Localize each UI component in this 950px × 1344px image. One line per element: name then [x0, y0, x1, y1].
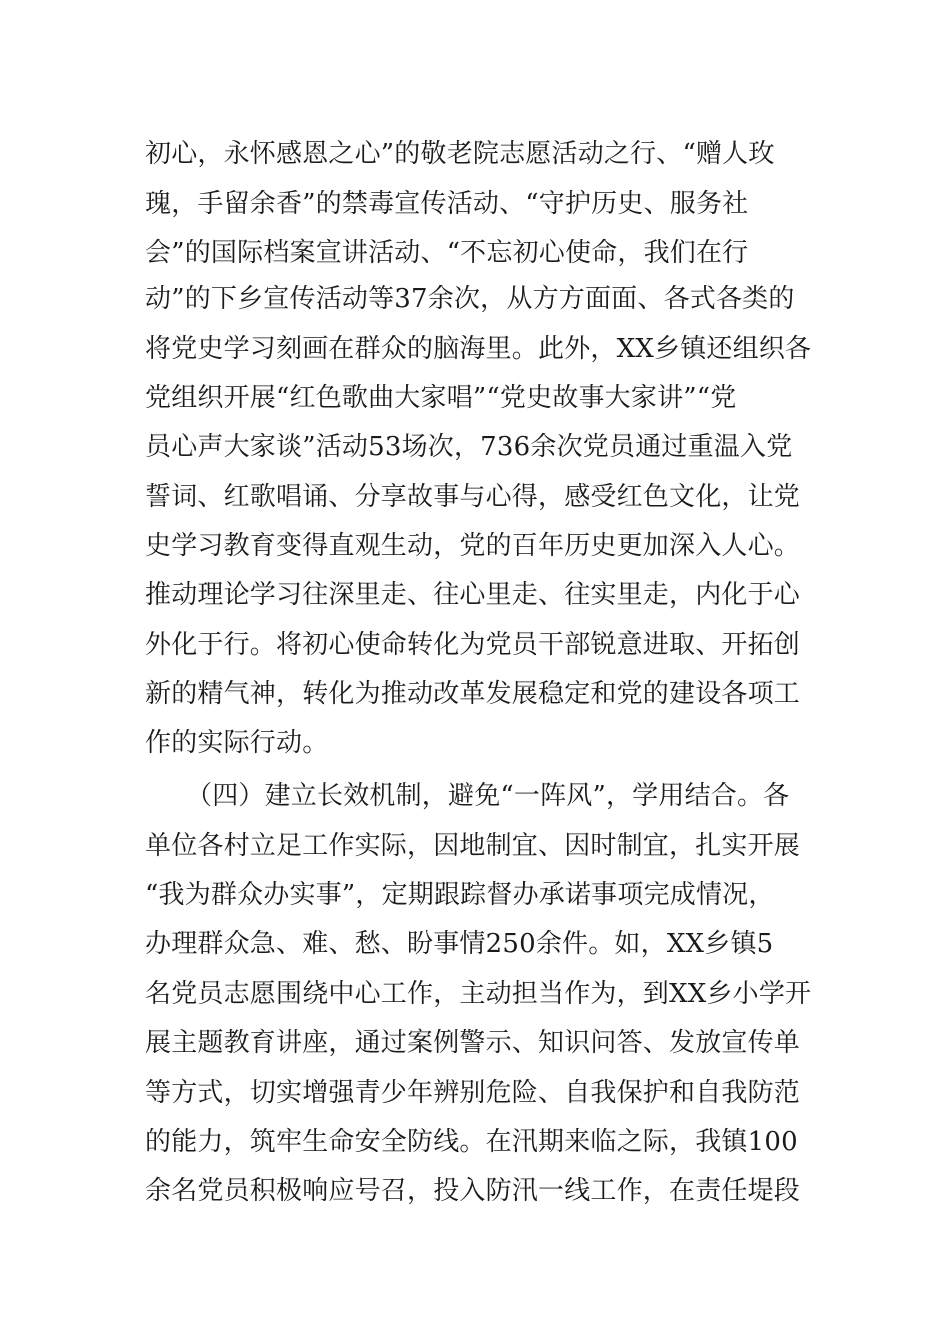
text-line: 的能力，筑牢生命安全防线。在汛期来临之际，我镇100 — [145, 1127, 798, 1157]
text-line: 瑰，手留余香”的禁毒宣传活动、“守护历史、服务社 — [145, 189, 749, 219]
text-line: 余名党员积极响应号召，投入防汛一线工作，在责任堤段 — [145, 1176, 801, 1206]
text-line: 初心，永怀感恩之心”的敬老院志愿活动之行、“赠人玫 — [145, 139, 775, 169]
text-line: 推动理论学习往深里走、往心里走、往实里走，内化于心 — [145, 580, 801, 610]
text-line: 单位各村立足工作实际，因地制宜、因时制宜，扎实开展 — [145, 831, 801, 861]
text-line: 动”的下乡宣传活动等37余次，从方方面面、各式各类的 — [145, 284, 795, 314]
text-line: 史学习教育变得直观生动，党的百年历史更加深入人心。 — [145, 531, 801, 561]
text-line: 作的实际行动。 — [145, 728, 329, 758]
text-line: 名党员志愿围绕中心工作，主动担当作为，到XX乡小学开 — [145, 979, 812, 1009]
text-line: 外化于行。将初心使命转化为党员干部锐意进取、开拓创 — [145, 630, 801, 660]
text-line: 展主题教育讲座，通过案例警示、知识问答、发放宣传单 — [145, 1028, 801, 1058]
text-line: 誓词、红歌唱诵、分享故事与心得，感受红色文化，让党 — [145, 482, 801, 512]
text-line: 员心声大家谈”活动53场次，736余次党员通过重温入党 — [145, 432, 793, 462]
text-line: 党组织开展“红色歌曲大家唱”“党史故事大家讲”“党 — [145, 383, 737, 413]
text-line: 会”的国际档案宣讲活动、“不忘初心使命，我们在行 — [145, 238, 749, 268]
text-line: 新的精气神，转化为推动改革发展稳定和党的建设各项工 — [145, 679, 801, 709]
text-line: 将党史学习刻画在群众的脑海里。此外，XX乡镇还组织各 — [145, 334, 812, 364]
text-line: 办理群众急、难、愁、盼事情250余件。如，XX乡镇5 — [145, 929, 774, 959]
section-heading-line: （四）建立长效机制，避免“一阵风”，学用结合。各 — [186, 781, 790, 811]
text-line: 等方式，切实增强青少年辨别危险、自我保护和自我防范 — [145, 1078, 801, 1108]
text-line: “我为群众办实事”，定期跟踪督办承诺事项完成情况， — [145, 880, 775, 910]
